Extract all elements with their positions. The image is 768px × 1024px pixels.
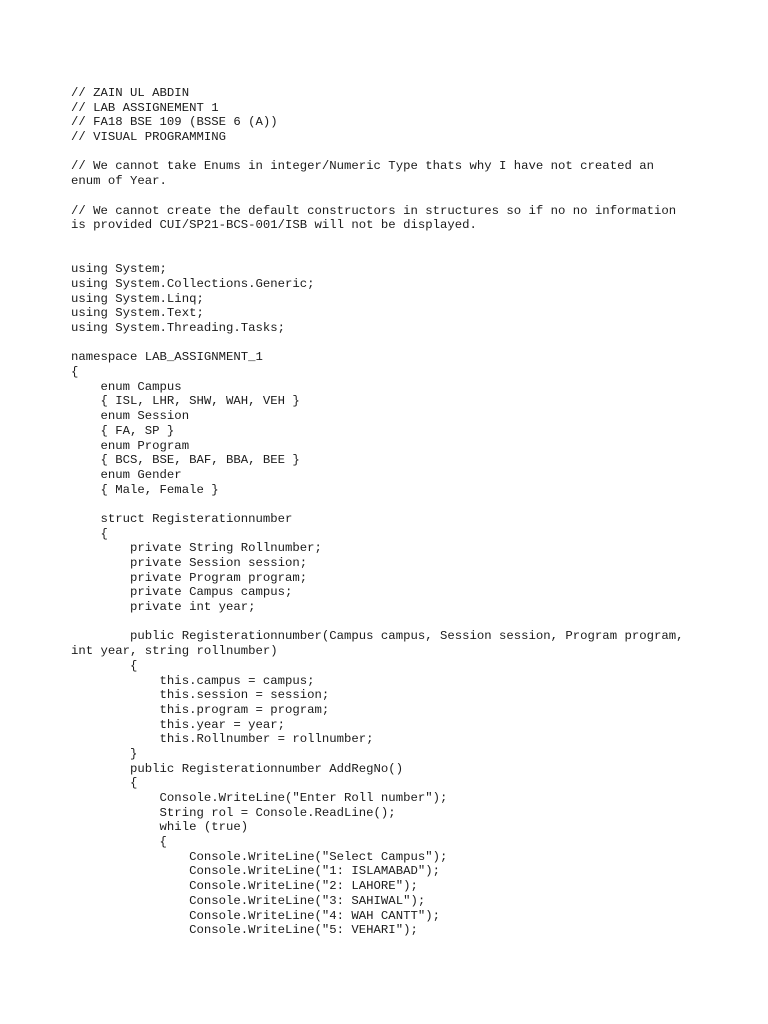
code-line: Console.WriteLine("3: SAHIWAL");: [71, 893, 426, 908]
code-line: enum Program: [71, 438, 190, 453]
code-line: using System.Linq;: [71, 291, 204, 306]
code-line: Console.WriteLine("2: LAHORE");: [71, 879, 418, 894]
code-line: [71, 145, 731, 160]
code-line: this.Rollnumber = rollnumber;: [71, 732, 374, 747]
code-line: { ISL, LHR, SHW, WAH, VEH }: [71, 394, 300, 409]
code-line: using System;: [71, 262, 167, 277]
code-line: [71, 248, 731, 263]
code-line: // VISUAL PROGRAMMING: [71, 130, 226, 145]
code-line: this.campus = campus;: [71, 673, 315, 688]
code-line: using System.Text;: [71, 306, 204, 321]
code-line: using System.Threading.Tasks;: [71, 321, 286, 335]
code-line: int year, string rollnumber): [71, 644, 278, 659]
code-line: this.year = year;: [71, 717, 286, 732]
code-line: {: [71, 835, 167, 850]
code-line: Console.WriteLine("4: WAH CANTT");: [71, 908, 440, 923]
code-line: this.program = program;: [71, 702, 330, 717]
code-line: String rol = Console.ReadLine();: [71, 805, 396, 820]
code-line: // We cannot take Enums in integer/Numeric Type thats why I have not created an: [71, 159, 654, 174]
code-line: enum of Year.: [71, 174, 167, 189]
code-line: Console.WriteLine("1: ISLAMABAD");: [71, 864, 440, 879]
code-line: [71, 189, 731, 204]
code-line: enum Campus: [71, 379, 182, 394]
code-line: using System.Collections.Generic;: [71, 276, 315, 291]
code-line: Console.WriteLine("5: VEHARI");: [71, 923, 418, 938]
code-line: private int year;: [71, 600, 256, 615]
code-line: // We cannot create the default constructors in structures so if no no information: [71, 203, 677, 218]
code-line: enum Session: [71, 409, 190, 424]
code-line: [71, 497, 731, 512]
code-line: {: [71, 658, 138, 673]
document-page: [71, 86, 731, 938]
code-line: [71, 233, 731, 248]
code-line: Console.WriteLine("Enter Roll number");: [71, 791, 448, 805]
code-line: // ZAIN UL ABDIN: [71, 86, 190, 100]
code-line: { BCS, BSE, BAF, BBA, BEE }: [71, 453, 300, 468]
code-line: private String Rollnumber;: [71, 541, 322, 556]
code-line: // LAB ASSIGNEMENT 1: [71, 100, 219, 115]
code-line: while (true): [71, 820, 249, 835]
code-line: enum Gender: [71, 467, 182, 482]
code-line: [71, 615, 731, 630]
code-line: private Campus campus;: [71, 585, 293, 600]
code-line: namespace LAB_ASSIGNMENT_1: [71, 350, 263, 365]
code-line: public Registerationnumber(Campus campus, Session session, Program program,: [71, 629, 684, 644]
code-line: {: [71, 526, 108, 541]
code-line: public Registerationnumber AddRegNo(): [71, 761, 404, 776]
code-line: Console.WriteLine("Select Campus");: [71, 849, 448, 864]
code-line: {: [71, 365, 79, 380]
code-line: { FA, SP }: [71, 423, 175, 438]
code-line: { Male, Female }: [71, 482, 219, 497]
code-line: struct Registerationnumber: [71, 511, 293, 526]
code-line: is provided CUI/SP21-BCS-001/ISB will not be displayed.: [71, 218, 477, 233]
code-line: private Program program;: [71, 570, 308, 585]
code-line: [71, 336, 731, 351]
code-line: this.session = session;: [71, 688, 330, 703]
code-line: private Session session;: [71, 556, 308, 570]
code-line: // FA18 BSE 109 (BSSE 6 (A)): [71, 115, 278, 130]
code-line: }: [71, 746, 138, 761]
code-line: {: [71, 776, 138, 791]
